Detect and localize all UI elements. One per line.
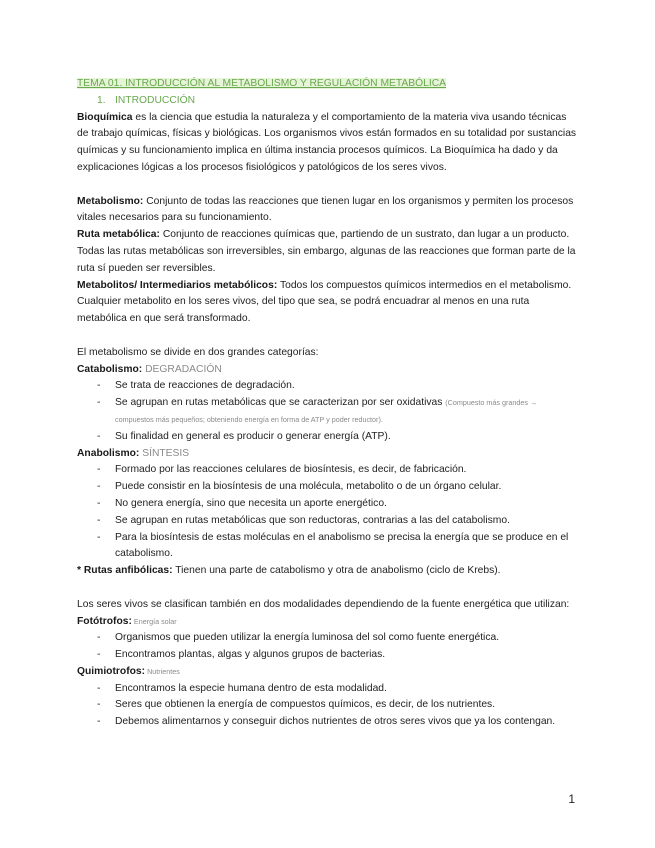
catabolismo-tag: DEGRADACIÓN xyxy=(142,363,222,375)
list-item: - Debemos alimentarnos y conseguir dichos nutrientes de otros seres vivos que ya los contengan. xyxy=(77,714,577,731)
list-item: - No genera energía, sino que necesita un aporte energético. xyxy=(77,496,577,513)
list-item: - Se agrupan en rutas metabólicas que son reductoras, contrarias a las del catabolismo. xyxy=(77,513,577,530)
list-item: - Encontramos la especie humana dentro de esta modalidad. xyxy=(77,681,577,698)
bioquimica-term: Bioquímica xyxy=(77,111,133,123)
section-heading xyxy=(77,93,577,110)
anfibolicas-term: * Rutas anfibólicas: xyxy=(77,565,173,577)
fototrofos-heading xyxy=(77,614,577,631)
anabolismo-term: Anabolismo: xyxy=(77,447,140,459)
list-item xyxy=(77,429,577,446)
definition-term: Ruta metabólica: xyxy=(77,229,160,241)
quimiotrofos-heading xyxy=(77,664,577,681)
anfibolicas-text: Tienen una parte de catabolismo y otra de anabolismo (ciclo de Krebs). xyxy=(172,565,501,577)
fototrofos-term: Fotótrofos: xyxy=(77,615,132,627)
quimiotrofos-list xyxy=(77,681,577,731)
bioquimica-paragraph xyxy=(77,110,577,177)
spacer xyxy=(77,177,577,194)
spacer xyxy=(77,328,577,345)
list-item-text: Su finalidad en general es producir o generar energía (ATP). xyxy=(115,430,391,442)
document-body xyxy=(77,76,577,731)
list-item: - Seres que obtienen la energía de compuestos químicos, es decir, de los nutrientes. xyxy=(77,697,577,714)
fototrofos-tag: Energía solar xyxy=(131,616,177,626)
metabolism-intro: El metabolismo se divide en dos grandes categorías: xyxy=(77,346,319,358)
definition-ruta-metabolica xyxy=(77,227,577,277)
section-number: 1. xyxy=(97,94,106,106)
catabolismo-heading xyxy=(77,362,577,379)
bioquimica-text: es la ciencia que estudia la naturaleza y el comportamiento de la materia viva usando técnicas de trabajo químicas, físicas y biológicas. Los organismos vivos están formados en su totalidad por sustancias químicas y su funcionamiento implica en última instancia procesos químicos. La Bioquímica ha dado y da explicaciones lógicas a los procesos fisiológicos y patológicos de los seres vivos. xyxy=(77,111,577,173)
document-title: TEMA 01. INTRODUCCIÓN AL METABOLISMO Y REGULACIÓN METABÓLICA xyxy=(77,78,447,89)
list-item xyxy=(77,395,577,429)
list-item-text: Se agrupan en rutas metabólicas que se caracterizan por ser oxidativas xyxy=(115,397,446,409)
list-item-note: (Compuesto más grandes → compuestos más pequeños; obteniendo energía en forma de ATP y poder reductor). xyxy=(115,398,538,424)
catabolismo-list xyxy=(77,378,577,445)
list-item: - Organismos que pueden utilizar la energía luminosa del sol como fuente energética. xyxy=(77,630,577,647)
anabolismo-heading xyxy=(77,446,577,463)
definition-text: Conjunto de reacciones químicas que, partiendo de un sustrato, dan lugar a un producto. Todas las rutas metabólicas son irreversibles, sin embargo, algunas de las reacciones que forman parte de la ruta sí pueden ser reversibles. xyxy=(77,229,576,274)
definition-metabolitos xyxy=(77,278,577,328)
anabolismo-list xyxy=(77,462,577,563)
quimiotrofos-tag: Nutrientes xyxy=(145,666,180,676)
page-number: 1 xyxy=(568,792,575,806)
list-item: - Para la biosíntesis de estas moléculas en el anabolismo se precisa la energía que se produce en el catabolismo. xyxy=(77,530,577,564)
list-item xyxy=(77,378,577,395)
classification-intro: Los seres vivos se clasifican también en dos modalidades dependiendo de la fuente energética que utilizan: xyxy=(77,598,570,610)
section-label: INTRODUCCIÓN xyxy=(115,94,196,106)
spacer xyxy=(77,580,577,597)
definition-text: Conjunto de todas las reacciones que tienen lugar en los organismos y permiten los procesos vitales necesarios para su funcionamiento. xyxy=(77,195,574,224)
anfibolicas-paragraph xyxy=(77,563,577,580)
definition-term: Metabolismo: xyxy=(77,195,144,207)
fototrofos-list xyxy=(77,630,577,664)
anabolismo-tag: SÍNTESIS xyxy=(139,447,190,459)
definition-text: Todos los compuestos químicos intermedios en el metabolismo. Cualquier metabolito en los seres vivos, del tipo que sea, se podrá encuadrar al menos en una ruta metabólica en que será transformado. xyxy=(77,279,572,325)
list-item: - Encontramos plantas, algas y algunos grupos de bacterias. xyxy=(77,647,577,664)
list-item-text: Se trata de reacciones de degradación. xyxy=(115,380,295,392)
list-item: - Puede consistir en la biosíntesis de una molécula, metabolito o de un órgano celular. xyxy=(77,479,577,496)
definition-metabolismo xyxy=(77,194,577,228)
document-title-line xyxy=(77,76,577,93)
quimiotrofos-term: Quimiotrofos: xyxy=(77,665,146,677)
definition-term: Metabolitos/ Intermediarios metabólicos: xyxy=(77,279,278,291)
catabolismo-term: Catabolismo: xyxy=(77,363,143,375)
list-item: - Formado por las reacciones celulares de biosíntesis, es decir, de fabricación. xyxy=(77,462,577,479)
